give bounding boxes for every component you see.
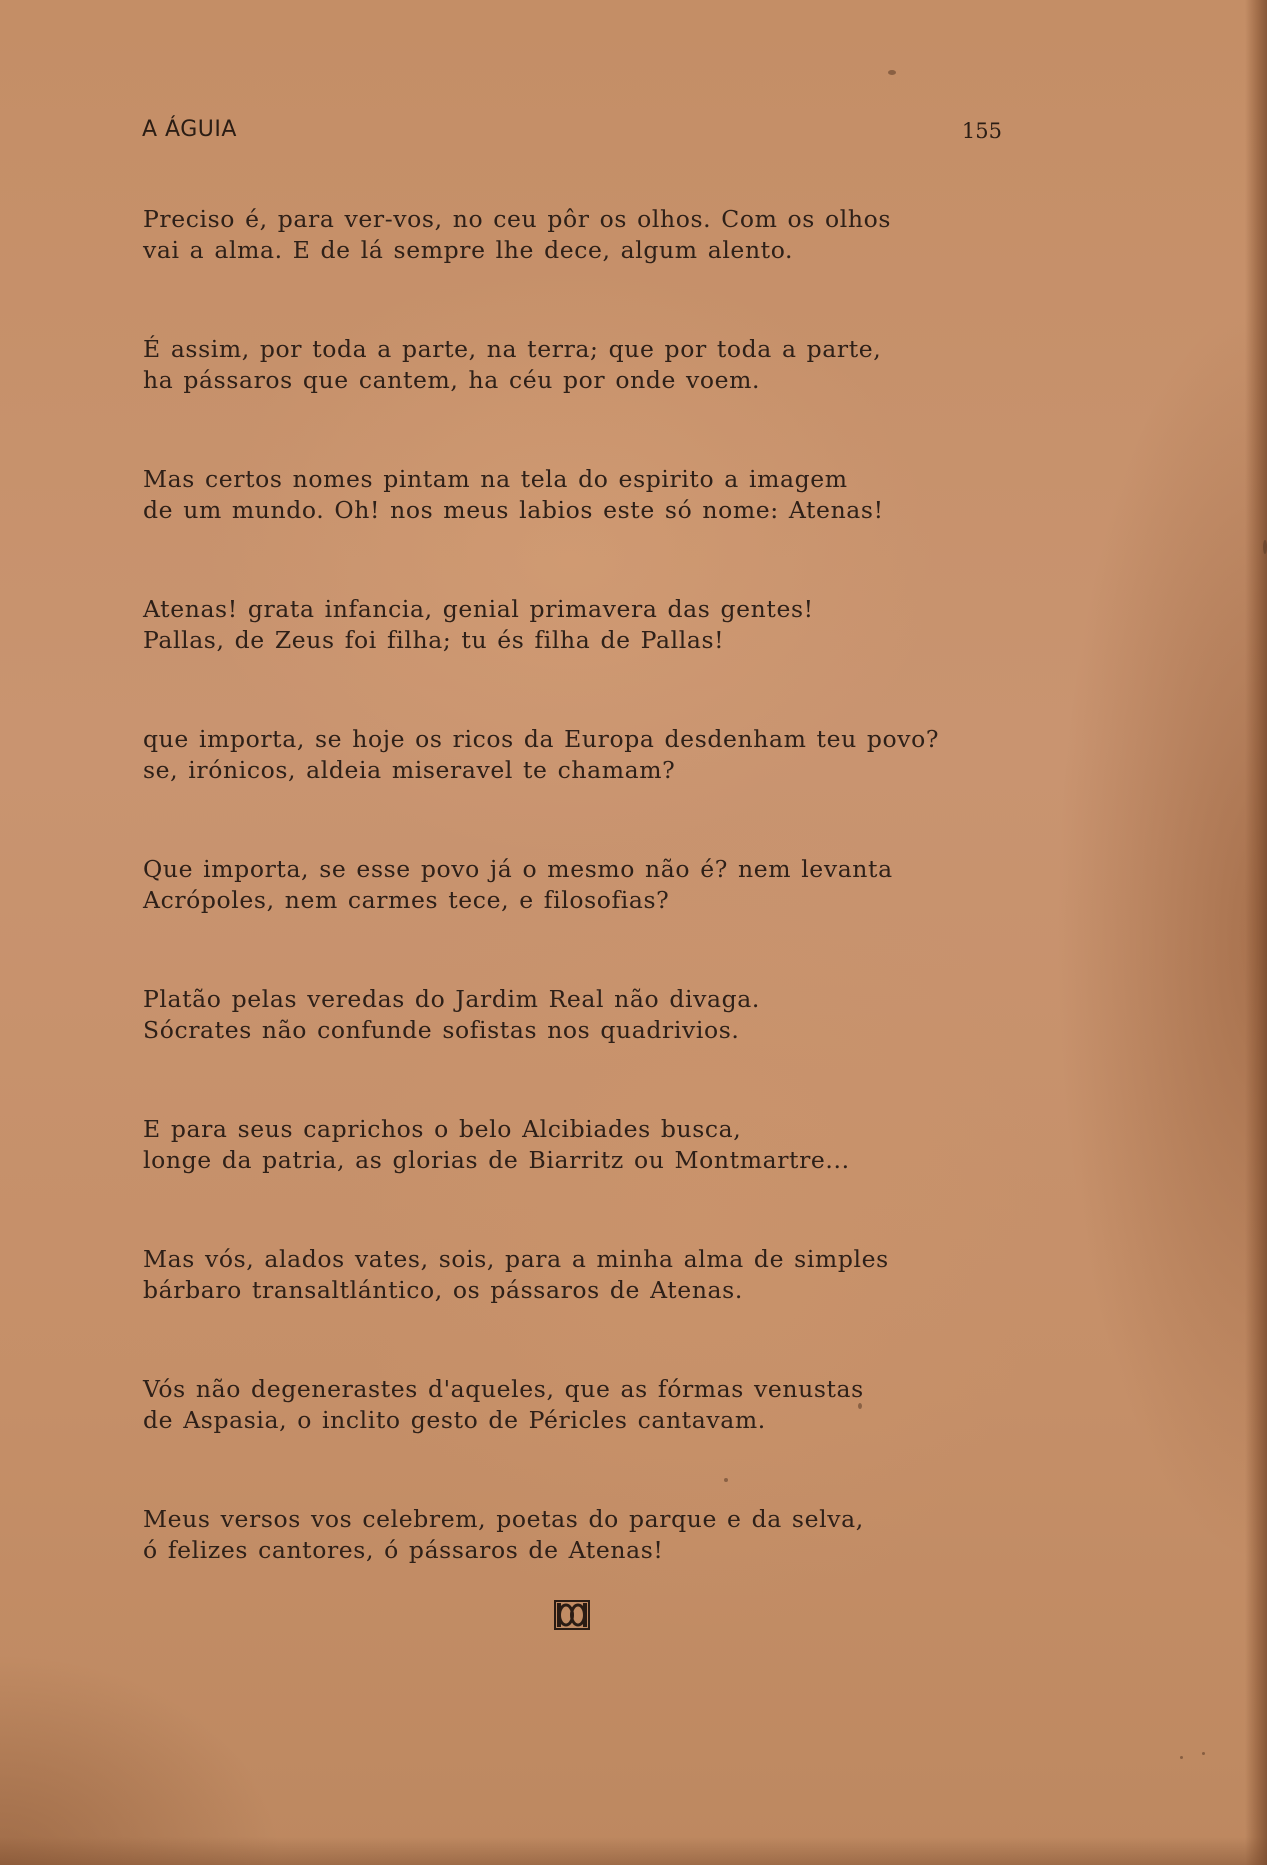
verse-line: Mas certos nomes pintam na tela do espirito a imagem (143, 465, 848, 493)
poem (143, 204, 1023, 1634)
paper-speck (1263, 540, 1267, 554)
stanza (143, 1244, 1023, 1306)
verse-line: Mas vós, alados vates, sois, para a minha alma de simples (143, 1245, 889, 1273)
paper-speck (888, 70, 896, 75)
verse-line: Sócrates não confunde sofistas nos quadrivios. (143, 1016, 740, 1044)
stanza (143, 984, 1023, 1046)
running-title: A ÁGUIA (142, 117, 237, 142)
stanza (143, 204, 1023, 266)
verse-line: Que importa, se esse povo já o mesmo não é? nem levanta (143, 855, 893, 883)
verse-line: Acrópoles, nem carmes tece, e filosofias? (143, 886, 670, 914)
verse-line: Preciso é, para ver-vos, no ceu pôr os olhos. Com os olhos (143, 205, 892, 233)
verse-line: Pallas, de Zeus foi filha; tu és filha de Pallas! (143, 626, 725, 654)
verse-line: se, irónicos, aldeia miseravel te chamam? (143, 756, 676, 784)
stanza (143, 1114, 1023, 1176)
stanza (143, 334, 1023, 396)
stanza (143, 464, 1023, 526)
paper-speck (1202, 1752, 1205, 1755)
verse-line: ó felizes cantores, ó pássaros de Atenas! (143, 1536, 664, 1564)
verse-line: que importa, se hoje os ricos da Europa desdenham teu povo? (143, 725, 940, 753)
verse-line: É assim, por toda a parte, na terra; que por toda a parte, (143, 335, 882, 363)
verse-line: Meus versos vos celebrem, poetas do parque e da selva, (143, 1505, 864, 1533)
stanza (143, 1374, 1023, 1436)
verse-line: bárbaro transaltlántico, os pássaros de Atenas. (143, 1276, 743, 1304)
stanza (143, 594, 1023, 656)
verse-line: de um mundo. Oh! nos meus labios este só nome: Atenas! (143, 496, 884, 524)
verse-line: vai a alma. E de lá sempre lhe dece, algum alento. (143, 236, 794, 264)
page-edge-shadow (1245, 0, 1267, 1865)
page-bottom-shadow (0, 1837, 1267, 1865)
printer-ornament-icon (554, 1600, 590, 1630)
verse-line: Vós não degenerastes d'aqueles, que as fórmas venustas (143, 1375, 864, 1403)
verse-line: Atenas! grata infancia, genial primavera das gentes! (143, 595, 814, 623)
stanza (143, 1504, 1023, 1566)
verse-line: de Aspasia, o inclito gesto de Péricles cantavam. (143, 1406, 766, 1434)
stanza (143, 724, 1023, 786)
verse-line: Platão pelas veredas do Jardim Real não divaga. (143, 985, 760, 1013)
paper-speck (1180, 1756, 1183, 1759)
page-number: 155 (961, 119, 1002, 143)
verse-line: longe da patria, as glorias de Biarritz ou Montmartre... (143, 1146, 850, 1174)
running-head (142, 117, 1002, 147)
verse-line: E para seus caprichos o belo Alcibiades busca, (143, 1115, 742, 1143)
verse-line: ha pássaros que cantem, ha céu por onde voem. (143, 366, 761, 394)
stanza (143, 854, 1023, 916)
